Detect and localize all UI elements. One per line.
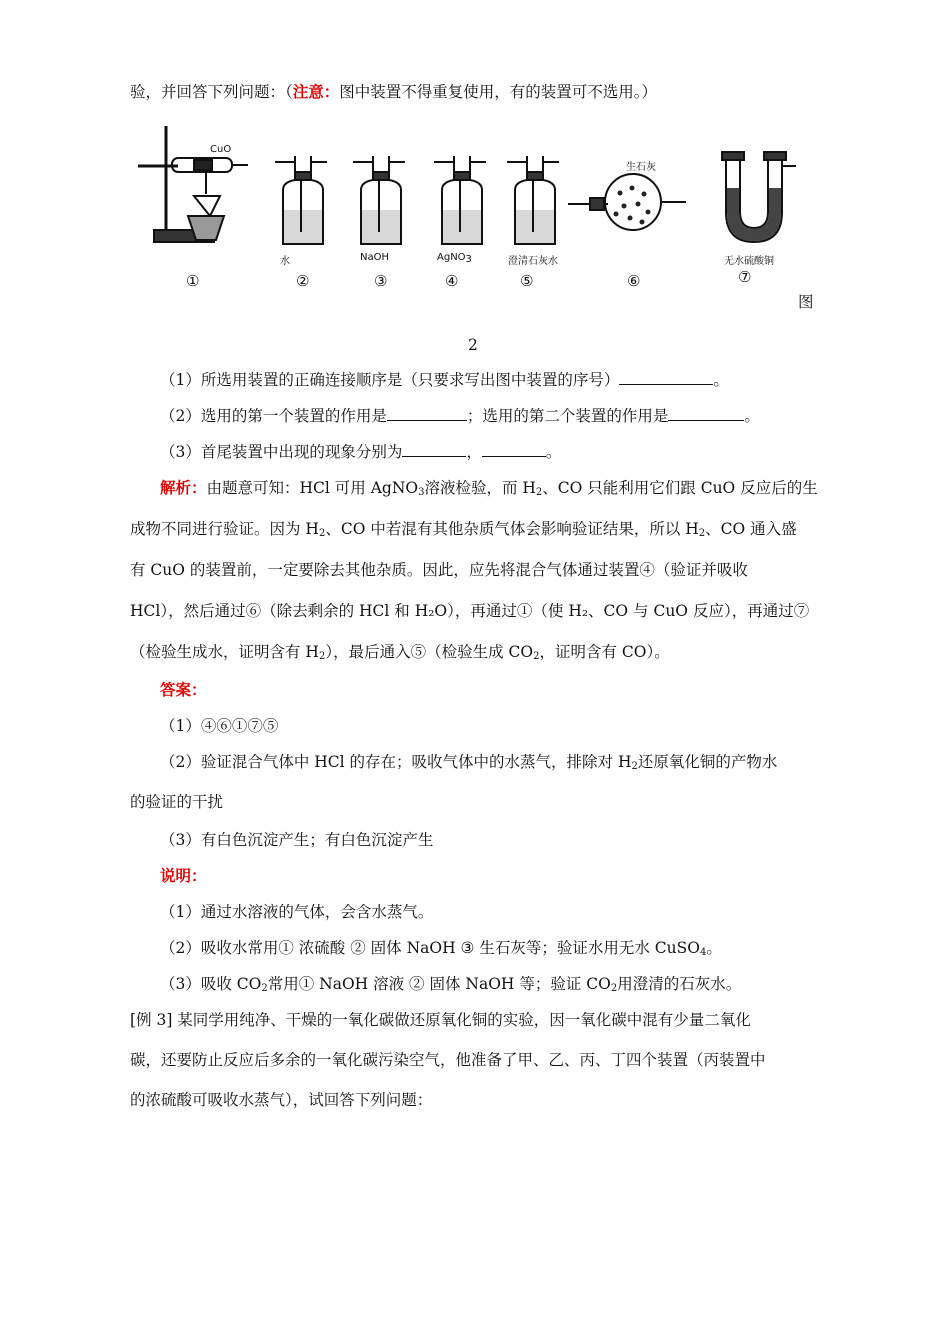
apparatus-number-3: ③ <box>374 272 388 290</box>
answer-blank-2a <box>387 406 467 421</box>
analysis-line-1: 解析：由题意可知：HCl 可用 AgNO$_3$溶液检验，而 $H_2$、CO 只能利用它们跟 CuO 反应后的生 <box>160 478 818 498</box>
apparatus-number-7: ⑦ <box>738 268 752 286</box>
answer-1: （1）④⑥①⑦⑤ <box>160 717 279 735</box>
apparatus-drawing <box>130 118 820 318</box>
answer-blank-3b <box>482 442 546 457</box>
example3-line-3: 的浓硫酸可吸收水蒸气），试回答下列问题： <box>130 1091 433 1109</box>
figure-caption-a: 图 <box>798 293 814 311</box>
label-cuo: CuO <box>210 144 232 155</box>
apparatus-number-1: ① <box>186 272 200 290</box>
analysis-line-4: HCl），然后通过⑥（除去剩余的 HCl 和 H₂O），再通过①（使 H₂、CO 与 CuO 反应），再通过⑦ <box>130 602 810 620</box>
note-label: 注意： <box>292 82 340 101</box>
explain-2: （2）吸收水常用① 浓硫酸 ② 固体 NaOH ③ 生石灰等；验证水用无水 CuSO$_4$。 <box>160 939 722 958</box>
answer-label: 答案： <box>160 680 207 699</box>
answer-3: （3）有白色沉淀产生；有白色沉淀产生 <box>160 831 434 849</box>
analysis-line-2: 成物不同进行验证。因为 $H_2$、CO 中若混有其他杂质气体会影响验证结果，所以 $H_2$、CO 通入盛 <box>130 520 797 539</box>
question-1: （1）所选用装置的正确连接顺序是（只要求写出图中装置的序号） 。 <box>160 371 729 389</box>
apparatus-figure <box>130 118 820 318</box>
answer-2-continued: 的验证的干扰 <box>130 793 224 811</box>
label-limewater: 澄清石灰水 <box>508 256 558 267</box>
analysis-line-3: 有 CuO 的装置前，一定要除去其他杂质。因此，应先将混合气体通过装置④（验证并吸收 <box>130 561 748 579</box>
figure-caption-b: 2 <box>468 336 478 354</box>
question-3: （3）首尾装置中出现的现象分别为 ， 。 <box>160 443 562 461</box>
label-quicklime: 生石灰 <box>626 162 656 173</box>
example3-line-2: 碳，还要防止反应后多余的一氧化碳污染空气，他准备了甲、乙、丙、丁四个装置（丙装置中 <box>130 1051 766 1069</box>
explain-1: （1）通过水溶液的气体，会含水蒸气。 <box>160 903 434 921</box>
apparatus-number-5: ⑤ <box>520 272 534 290</box>
analysis-label: 解析： <box>160 478 207 497</box>
apparatus-number-2: ② <box>296 272 310 290</box>
analysis-line-5: （检验生成水，证明含有 $H_2$），最后通入⑤（检验生成 $CO_2$，证明含有 CO）。 <box>130 643 670 662</box>
explain-label: 说明： <box>160 866 207 885</box>
example3-line-1: [例 3] 某同学用纯净、干燥的一氧化碳做还原氧化铜的实验，因一氧化碳中混有少量二氧化 <box>130 1011 751 1029</box>
answer-blank-2b <box>668 406 744 421</box>
label-agno3: AgNO$_3$ <box>437 252 472 265</box>
intro-line: 验，并回答下列问题：（注意：图中装置不得重复使用，有的装置可不选用。） <box>130 82 658 101</box>
question-2: （2）选用的第一个装置的作用是 ；选用的第二个装置的作用是 。 <box>160 407 760 425</box>
explain-3: （3）吸收 $CO_2$常用① NaOH 溶液 ② 固体 NaOH 等；验证 $CO_2$用澄清的石灰水。 <box>160 975 742 994</box>
apparatus-number-6: ⑥ <box>627 272 641 290</box>
answer-blank-3a <box>402 442 466 457</box>
label-cuso4: 无水硫酸铜 <box>724 256 774 267</box>
answer-blank-1 <box>619 370 713 385</box>
label-naoh: NaOH <box>360 252 389 263</box>
answer-2: （2）验证混合气体中 HCl 的存在；吸收气体中的水蒸气，排除对 $H_2$还原氧化铜的产物水 <box>160 753 778 772</box>
apparatus-number-4: ④ <box>445 272 459 290</box>
label-water: 水 <box>280 256 290 267</box>
